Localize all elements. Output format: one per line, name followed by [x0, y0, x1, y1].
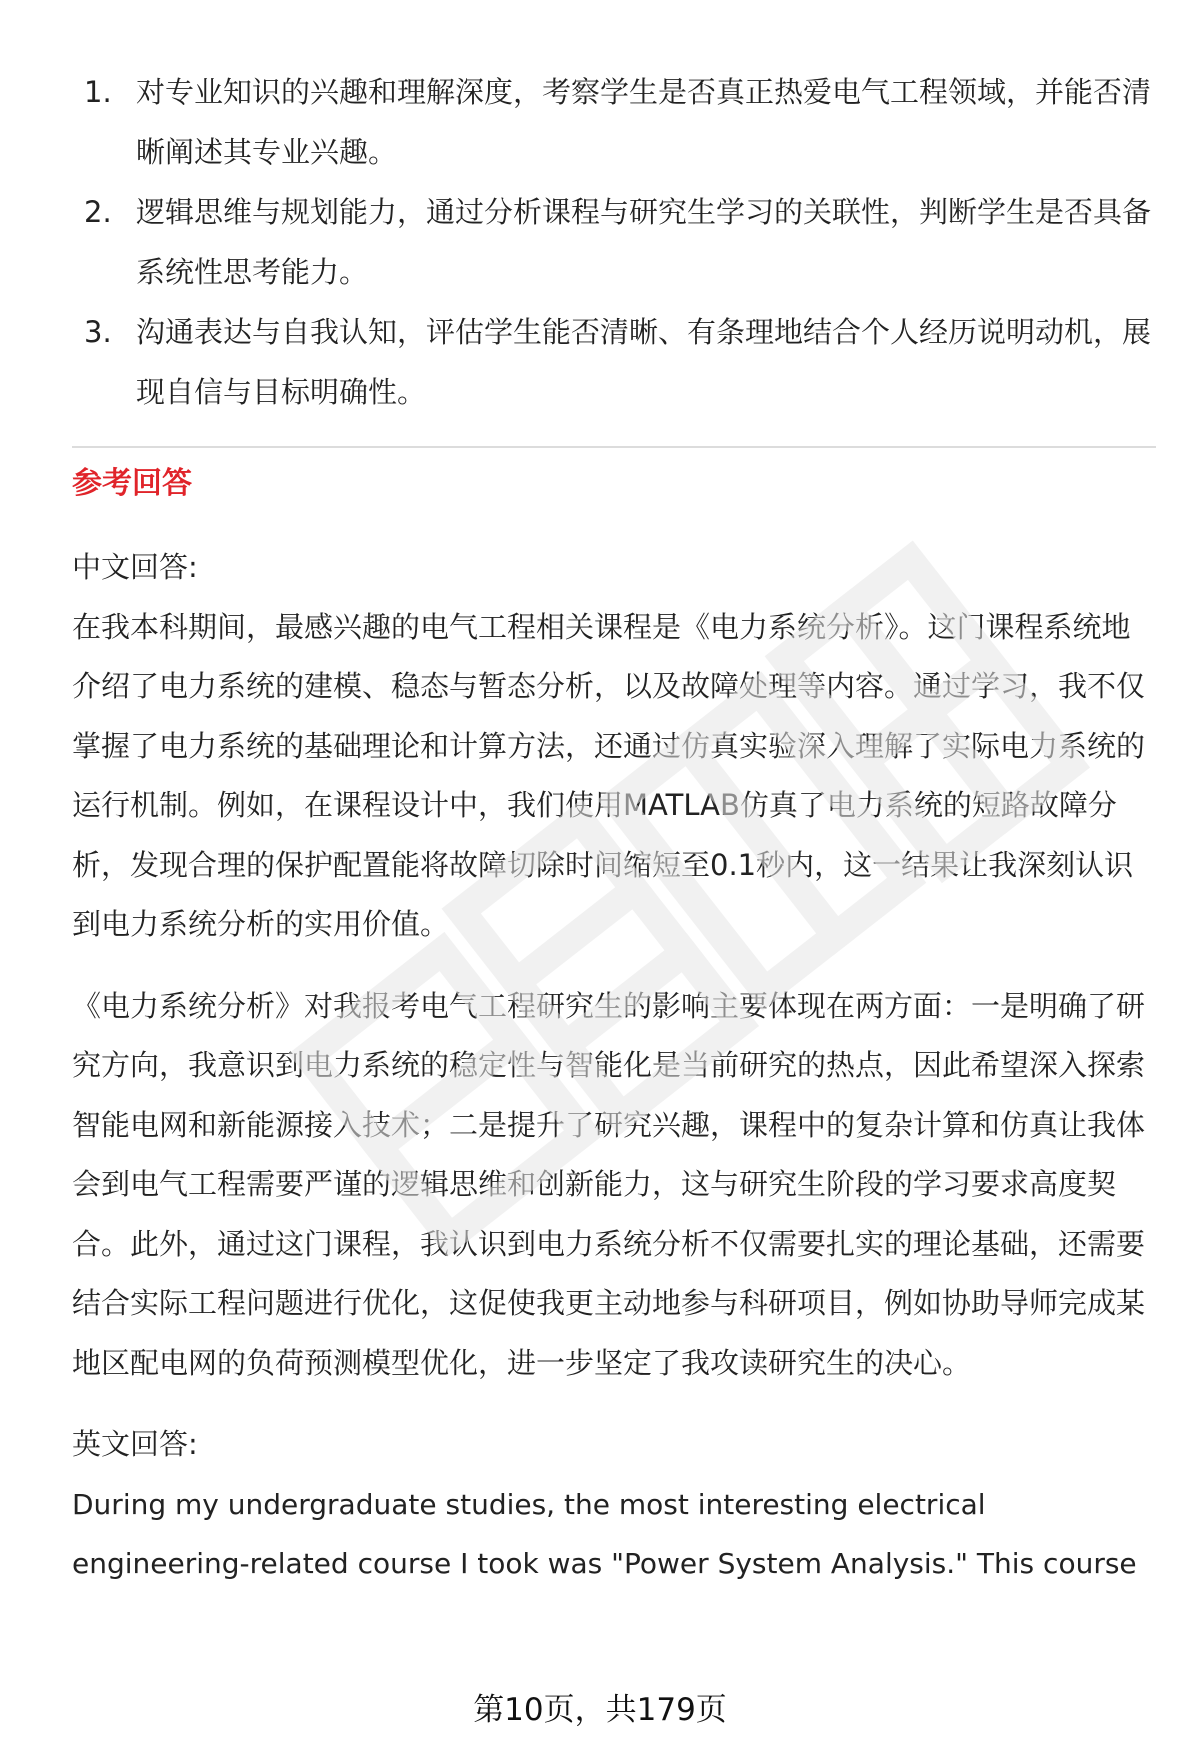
answer-body — [72, 538, 1156, 1594]
chinese-answer-paragraph-2: 《电力系统分析》对我报考电气工程研究生的影响主要体现在两方面：一是明确了研究方向，我意识到电力系统的稳定性与智能化是当前研究的热点，因此希望深入探索智能电网和新能源接入技术；二是提升了研究兴趣，课程中的复杂计算和仿真让我体会到电气工程需要严谨的逻辑思维和创新能力，这与研究生阶段的学习要求高度契合。此外，通过这门课程，我认识到电力系统分析不仅需要扎实的理论基础，还需要结合实际工程问题进行优化，这促使我更主动地参与科研项目，例如协助导师完成某地区配电网的负荷预测模型优化，进一步坚定了我攻读研究生的决心。 — [72, 988, 1146, 1380]
list-item-number: 3. — [84, 315, 112, 349]
reference-answer-heading: 参考回答 — [72, 466, 192, 501]
paragraph-gap — [72, 955, 1156, 977]
list-item-text: 逻辑思维与规划能力，通过分析课程与研究生学习的关联性，判断学生是否具备系统性思考能力。 — [136, 195, 1152, 289]
english-answer-paragraph-1: During my undergraduate studies, the most interesting electrical engineering-related course I took was "Power System Analysis." This course — [72, 1487, 1137, 1580]
list-item-number: 1. — [84, 75, 112, 109]
chinese-answer-label: 中文回答: — [72, 550, 198, 584]
list-item-number: 2. — [84, 195, 112, 229]
list-item — [72, 182, 1152, 302]
page-number-footer: 第10页，共179页 — [473, 1692, 727, 1728]
english-answer-label: 英文回答: — [72, 1427, 198, 1461]
chinese-answer-paragraph-1: 在我本科期间，最感兴趣的电气工程相关课程是《电力系统分析》。这门课程系统地介绍了电力系统的建模、稳态与暂态分析，以及故障处理等内容。通过学习，我不仅掌握了电力系统的基础理论和计算方法，还通过仿真实验深入理解了实际电力系统的运行机制。例如，在课程设计中，我们使用MATLAB仿真了电力系统的短路故障分析，发现合理的保护配置能将故障切除时间缩短至0.1秒内，这一结果让我深刻认识到电力系统分析的实用价值。 — [72, 609, 1146, 941]
list-item — [72, 62, 1152, 182]
paragraph-gap — [72, 1393, 1156, 1415]
evaluation-criteria-list — [72, 62, 1152, 422]
section-divider — [72, 446, 1156, 448]
list-item-text: 沟通表达与自我认知，评估学生能否清晰、有条理地结合个人经历说明动机，展现自信与目标明确性。 — [136, 315, 1152, 409]
list-item — [72, 302, 1152, 422]
list-item-text: 对专业知识的兴趣和理解深度，考察学生是否真正热爱电气工程领域，并能否清晰阐述其专业兴趣。 — [136, 75, 1152, 169]
